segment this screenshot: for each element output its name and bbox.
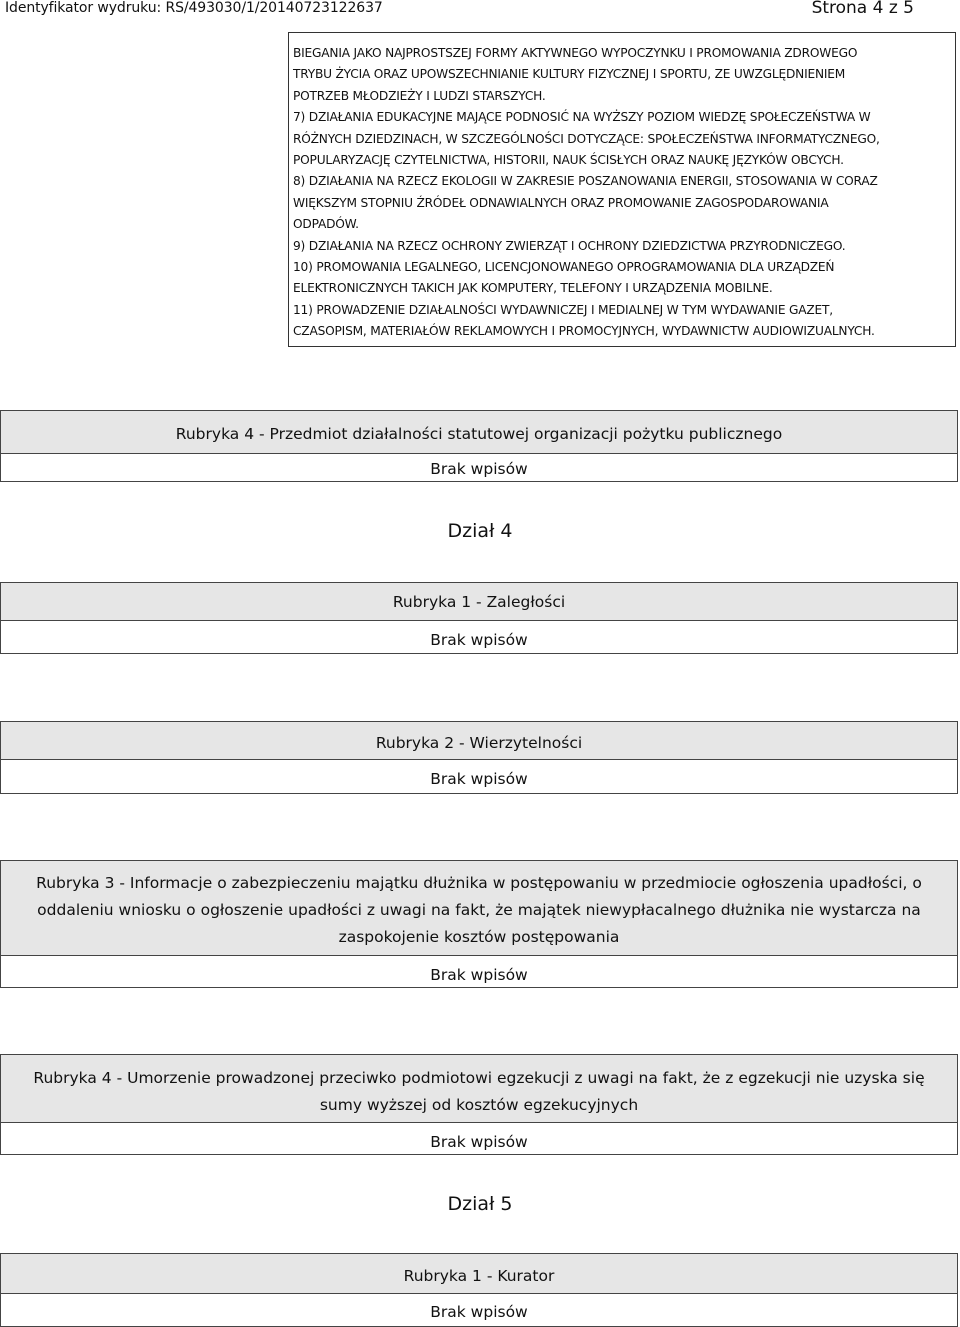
rubric-title: Rubryka 1 - Zaległości	[1, 583, 957, 621]
text-line: POTRZEB MŁODZIEŻY I LUDZI STARSZYCH.	[293, 88, 546, 103]
rubric-curator	[0, 1253, 958, 1327]
rubric-title-line: sumy wyższej od kosztów egzekucyjnych	[319, 1096, 639, 1114]
rubric-receivables	[0, 721, 958, 794]
purpose-text-box	[288, 32, 956, 347]
text-line: 7) DZIAŁANIA EDUKACYJNE MAJĄCE PODNOSIĆ NA WYŻSZY POZIOM WIEDZĘ SPOŁECZEŃSTWA W	[293, 110, 871, 125]
text-line: 8) DZIAŁANIA NA RZECZ EKOLOGII W ZAKRESIE POSZANOWANIA ENERGII, STOSOWANIA W CORAZ	[293, 174, 878, 189]
rubric-title-line: Rubryka 4 - Umorzenie prowadzonej przeciwko podmiotowi egzekucji z uwagi na fakt, że z egzekucji nie uzyska się	[33, 1069, 925, 1087]
rubric-title: Rubryka 1 - Kurator	[1, 1254, 957, 1294]
text-line: RÓŻNYCH DZIEDZINACH, W SZCZEGÓLNOŚCI DOTYCZĄCE: SPOŁECZEŃSTWA INFORMATYCZNEGO,	[293, 131, 880, 146]
page-number: Strona 4 z 5	[811, 0, 914, 18]
rubric-title: Rubryka 2 - Wierzytelności	[1, 722, 957, 760]
text-line: CZASOPISM, MATERIAŁÓW REKLAMOWYCH I PROMOCYJNYCH, WYDAWNICTW AUDIOWIZUALNYCH.	[293, 324, 875, 339]
rubric-value: Brak wpisów	[430, 1133, 528, 1151]
rubric-value: Brak wpisów	[430, 1303, 528, 1321]
text-line: WIĘKSZYM STOPNIU ŹRÓDEŁ ODNAWIALNYCH ORAZ PROMOWANIE ZAGOSPODAROWANIA	[293, 195, 829, 210]
rubric-bankruptcy-security	[0, 860, 958, 988]
section-title-5: Dział 5	[447, 1193, 513, 1215]
text-line: POPULARYZACJĘ CZYTELNICTWA, HISTORII, NAUK ŚCISŁYCH ORAZ NAUKĘ JĘZYKÓW OBCYCH.	[293, 153, 844, 168]
text-line: 9) DZIAŁANIA NA RZECZ OCHRONY ZWIERZĄT I OCHRONY DZIEDZICTWA PRZYRODNICZEGO.	[293, 238, 846, 253]
rubric-value: Brak wpisów	[430, 631, 528, 649]
rubric-title	[1, 861, 957, 956]
section-title-4: Dział 4	[447, 520, 513, 542]
text-line: TRYBU ŻYCIA ORAZ UPOWSZECHNIANIE KULTURY FIZYCZNEJ I SPORTU, ZE UWZGLĘDNIENIEM	[293, 67, 846, 82]
text-line: BIEGANIA JAKO NAJPROSTSZEJ FORMY AKTYWNEGO WYPOCZYNKU I PROMOWANIA ZDROWEGO	[293, 46, 858, 60]
rubric-value: Brak wpisów	[430, 966, 528, 984]
rubric-value: Brak wpisów	[430, 770, 528, 788]
print-identifier: Identyfikator wydruku: RS/493030/1/20140723122637	[5, 0, 383, 16]
rubric-title-line: oddaleniu wniosku o ogłoszenie upadłości z uwagi na fakt, że majątek niewypłacalnego dłużnika nie wystarcza na	[37, 901, 921, 919]
rubric-title	[1, 1055, 957, 1123]
rubric-title-line: zaspokojenie kosztów postępowania	[338, 928, 620, 946]
rubric-title-line: Rubryka 3 - Informacje o zabezpieczeniu majątku dłużnika w postępowaniu w przedmiocie ogłoszenia upadłości, o	[36, 874, 922, 892]
rubric-purpose-statutory	[0, 410, 958, 482]
page-header	[0, 0, 960, 20]
text-line: ODPADÓW.	[293, 217, 359, 232]
rubric-enforcement-discontinuation	[0, 1054, 958, 1155]
text-line: 10) PROMOWANIA LEGALNEGO, LICENCJONOWANEGO OPROGRAMOWANIA DLA URZĄDZEŃ	[293, 260, 835, 275]
text-line: 11) PROWADZENIE DZIAŁALNOŚCI WYDAWNICZEJ I MEDIALNEJ W TYM WYDAWANIE GAZET,	[293, 302, 833, 317]
rubric-title: Rubryka 4 - Przedmiot działalności statutowej organizacji pożytku publicznego	[1, 411, 957, 454]
rubric-arrears	[0, 582, 958, 654]
text-line: ELEKTRONICZNYCH TAKICH JAK KOMPUTERY, TELEFONY I URZĄDZENIA MOBILNE.	[293, 281, 773, 296]
rubric-value: Brak wpisów	[430, 460, 528, 478]
